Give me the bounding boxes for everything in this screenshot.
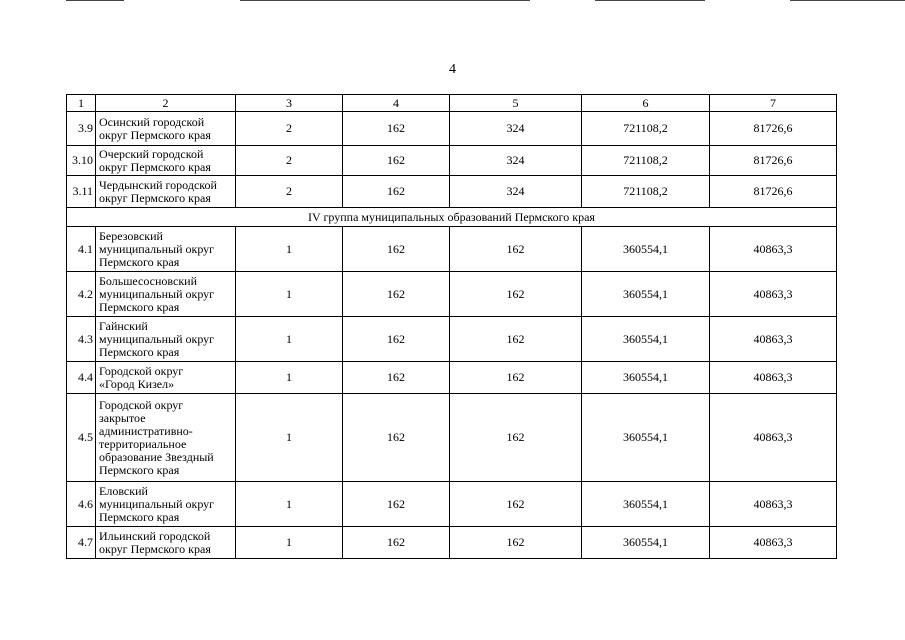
name-line: образование Звездный xyxy=(99,449,214,464)
name-line: закрытое xyxy=(99,410,146,425)
name-line: Очерский городской xyxy=(99,146,204,161)
cell-c6: 360554,1 xyxy=(582,482,710,527)
cell-c7: 40863,3 xyxy=(710,272,837,317)
name-line: Березовский xyxy=(99,228,163,243)
cell-c3: 2 xyxy=(236,176,343,208)
name-line: Городской округ xyxy=(99,363,184,378)
column-header: 2 xyxy=(96,95,236,112)
table-row xyxy=(67,146,837,176)
table-row xyxy=(67,176,837,208)
name-line: муниципальный округ xyxy=(99,496,215,511)
name-line: Городской округ xyxy=(99,397,184,412)
cell-c6: 721108,2 xyxy=(582,112,710,146)
table-row xyxy=(67,112,837,146)
table-header-row xyxy=(67,95,837,112)
municipality-name xyxy=(96,176,236,208)
municipality-name xyxy=(96,394,236,482)
cell-c3: 1 xyxy=(236,227,343,272)
cell-c5: 162 xyxy=(450,272,582,317)
name-line: Большесосновский xyxy=(99,273,198,288)
cell-c7: 81726,6 xyxy=(710,112,837,146)
column-header: 3 xyxy=(236,95,343,112)
cell-c7: 40863,3 xyxy=(710,362,837,394)
row-number: 4.5 xyxy=(67,394,96,482)
name-line: округ Пермского края xyxy=(99,127,211,142)
cell-c6: 360554,1 xyxy=(582,527,710,559)
cell-c4: 162 xyxy=(343,272,450,317)
cell-c4: 162 xyxy=(343,482,450,527)
name-line: Ильинский городской xyxy=(99,528,211,543)
municipality-name xyxy=(96,527,236,559)
page-number: 4 xyxy=(449,62,456,77)
cell-c7: 40863,3 xyxy=(710,394,837,482)
column-header: 6 xyxy=(582,95,710,112)
municipality-name xyxy=(96,146,236,176)
cell-c4: 162 xyxy=(343,146,450,176)
table-row xyxy=(67,394,837,482)
cell-c3: 2 xyxy=(236,146,343,176)
name-line: Пермского края xyxy=(99,462,180,477)
name-line: Пермского края xyxy=(99,299,180,314)
column-header: 5 xyxy=(450,95,582,112)
table-row xyxy=(67,272,837,317)
column-header: 4 xyxy=(343,95,450,112)
cell-c5: 324 xyxy=(450,112,582,146)
scan-edge-line xyxy=(66,0,124,1)
scan-edge-line xyxy=(595,0,705,1)
name-line: Чердынский городской xyxy=(99,177,217,192)
cell-c6: 360554,1 xyxy=(582,227,710,272)
cell-c5: 324 xyxy=(450,176,582,208)
cell-c5: 162 xyxy=(450,527,582,559)
cell-c6: 360554,1 xyxy=(582,362,710,394)
cell-c4: 162 xyxy=(343,394,450,482)
column-header: 1 xyxy=(67,95,96,112)
name-line: Еловский xyxy=(99,483,148,498)
cell-c6: 721108,2 xyxy=(582,176,710,208)
name-line: муниципальный округ xyxy=(99,331,215,346)
municipality-name xyxy=(96,317,236,362)
cell-c3: 1 xyxy=(236,317,343,362)
row-number: 4.1 xyxy=(67,227,96,272)
name-line: территориальное xyxy=(99,436,187,451)
name-line: Пермского края xyxy=(99,509,180,524)
name-line: Пермского края xyxy=(99,344,180,359)
municipality-name xyxy=(96,362,236,394)
cell-c5: 162 xyxy=(450,394,582,482)
cell-c3: 1 xyxy=(236,394,343,482)
cell-c4: 162 xyxy=(343,527,450,559)
cell-c6: 360554,1 xyxy=(582,317,710,362)
name-line: муниципальный округ xyxy=(99,286,215,301)
municipality-name xyxy=(96,227,236,272)
table-row xyxy=(67,527,837,559)
row-number: 3.9 xyxy=(67,112,96,146)
cell-c4: 162 xyxy=(343,176,450,208)
scan-edge-line xyxy=(240,0,530,1)
cell-c4: 162 xyxy=(343,227,450,272)
cell-c3: 2 xyxy=(236,112,343,146)
row-number: 4.2 xyxy=(67,272,96,317)
table-row xyxy=(67,317,837,362)
cell-c5: 324 xyxy=(450,146,582,176)
cell-c7: 40863,3 xyxy=(710,227,837,272)
cell-c7: 40863,3 xyxy=(710,317,837,362)
name-line: Осинский городской xyxy=(99,114,205,129)
cell-c5: 162 xyxy=(450,482,582,527)
name-line: Пермского края xyxy=(99,254,180,269)
row-number: 4.3 xyxy=(67,317,96,362)
name-line: округ Пермского края xyxy=(99,159,211,174)
name-line: административно- xyxy=(99,423,193,438)
cell-c3: 1 xyxy=(236,362,343,394)
cell-c7: 40863,3 xyxy=(710,482,837,527)
scan-edge-line xyxy=(790,0,905,1)
cell-c6: 721108,2 xyxy=(582,146,710,176)
municipality-name xyxy=(96,112,236,146)
cell-c7: 81726,6 xyxy=(710,176,837,208)
name-line: муниципальный округ xyxy=(99,241,215,256)
municipality-name xyxy=(96,482,236,527)
municipality-name xyxy=(96,272,236,317)
cell-c5: 162 xyxy=(450,317,582,362)
column-header: 7 xyxy=(710,95,837,112)
name-line: округ Пермского края xyxy=(99,190,211,205)
table-row xyxy=(67,362,837,394)
table-row xyxy=(67,482,837,527)
cell-c3: 1 xyxy=(236,527,343,559)
cell-c4: 162 xyxy=(343,112,450,146)
cell-c3: 1 xyxy=(236,482,343,527)
row-number: 4.4 xyxy=(67,362,96,394)
cell-c4: 162 xyxy=(343,362,450,394)
name-line: округ Пермского края xyxy=(99,541,211,556)
name-line: Гайнский xyxy=(99,318,148,333)
cell-c4: 162 xyxy=(343,317,450,362)
cell-c6: 360554,1 xyxy=(582,394,710,482)
row-number: 4.7 xyxy=(67,527,96,559)
cell-c5: 162 xyxy=(450,227,582,272)
data-table xyxy=(66,94,837,559)
cell-c5: 162 xyxy=(450,362,582,394)
cell-c6: 360554,1 xyxy=(582,272,710,317)
group-title: IV группа муниципальных образований Пермского края xyxy=(67,208,837,227)
cell-c7: 81726,6 xyxy=(710,146,837,176)
row-number: 3.10 xyxy=(67,146,96,176)
table-row xyxy=(67,227,837,272)
row-number: 3.11 xyxy=(67,176,96,208)
name-line: «Город Кизел» xyxy=(99,376,175,391)
cell-c3: 1 xyxy=(236,272,343,317)
group-header-row xyxy=(67,208,837,227)
cell-c7: 40863,3 xyxy=(710,527,837,559)
row-number: 4.6 xyxy=(67,482,96,527)
